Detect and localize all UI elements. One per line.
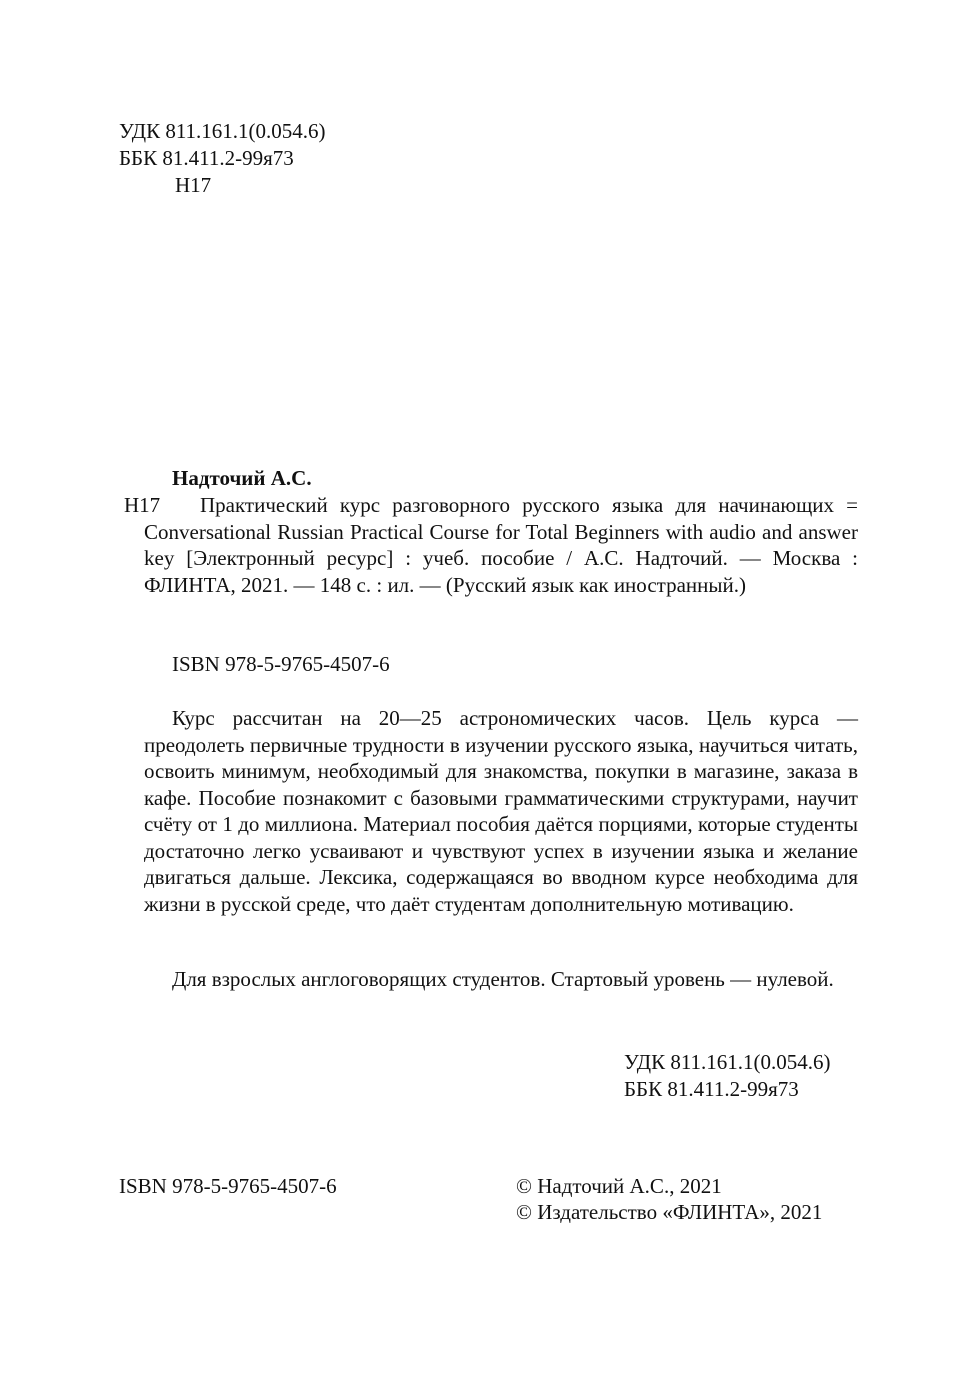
record-author: Надточий А.С. <box>172 466 312 490</box>
record-description: Практический курс разговорного русского языка для начинающих = Conversational Russian Practical Course for Total Beginners with audio and answer key [Электронный ресурс] : учеб. пособие / А.С. Надточий. — Москва : ФЛИНТА, 2021. — 148 с. : ил. — (Русский язык как иностранный.) <box>144 493 858 597</box>
copyright-author: © Надточий А.С., 2021 <box>516 1174 722 1198</box>
footer-isbn: ISBN 978-5-9765-4507-6 <box>119 1174 337 1198</box>
top-bbk: ББК 81.411.2-99я73 <box>119 146 294 170</box>
copyright-publisher: © Издательство «ФЛИНТА», 2021 <box>516 1200 823 1224</box>
annotation-paragraph-2: Для взрослых англоговорящих студентов. Стартовый уровень — нулевой. <box>172 967 834 991</box>
record-code: Н17 <box>124 493 161 517</box>
annotation-paragraph-1: Курс рассчитан на 20—25 астрономических часов. Цель курса — преодолеть первичные трудности в изучении русского языка, научиться читать, освоить минимум, необходимый для знакомства, покупки в магазине, заказа в кафе. Пособие познакомит с базовыми грамматическими структурами, научит счёту от 1 до миллиона. Материал пособия даётся порциями, которые студенты достаточно легко усваивают и чувствуют успех в изучении языка и желание двигаться дальше. Лексика, содержащаяся во вводном курсе необходима для жизни в русской среде, что даёт студентам дополнительную мотивацию. <box>144 706 858 916</box>
bottom-bbk: ББК 81.411.2-99я73 <box>624 1077 799 1101</box>
bottom-udk: УДК 811.161.1(0.054.6) <box>624 1050 831 1074</box>
top-author-code: Н17 <box>175 173 212 197</box>
record-isbn: ISBN 978-5-9765-4507-6 <box>172 652 390 676</box>
top-udk: УДК 811.161.1(0.054.6) <box>119 119 326 143</box>
